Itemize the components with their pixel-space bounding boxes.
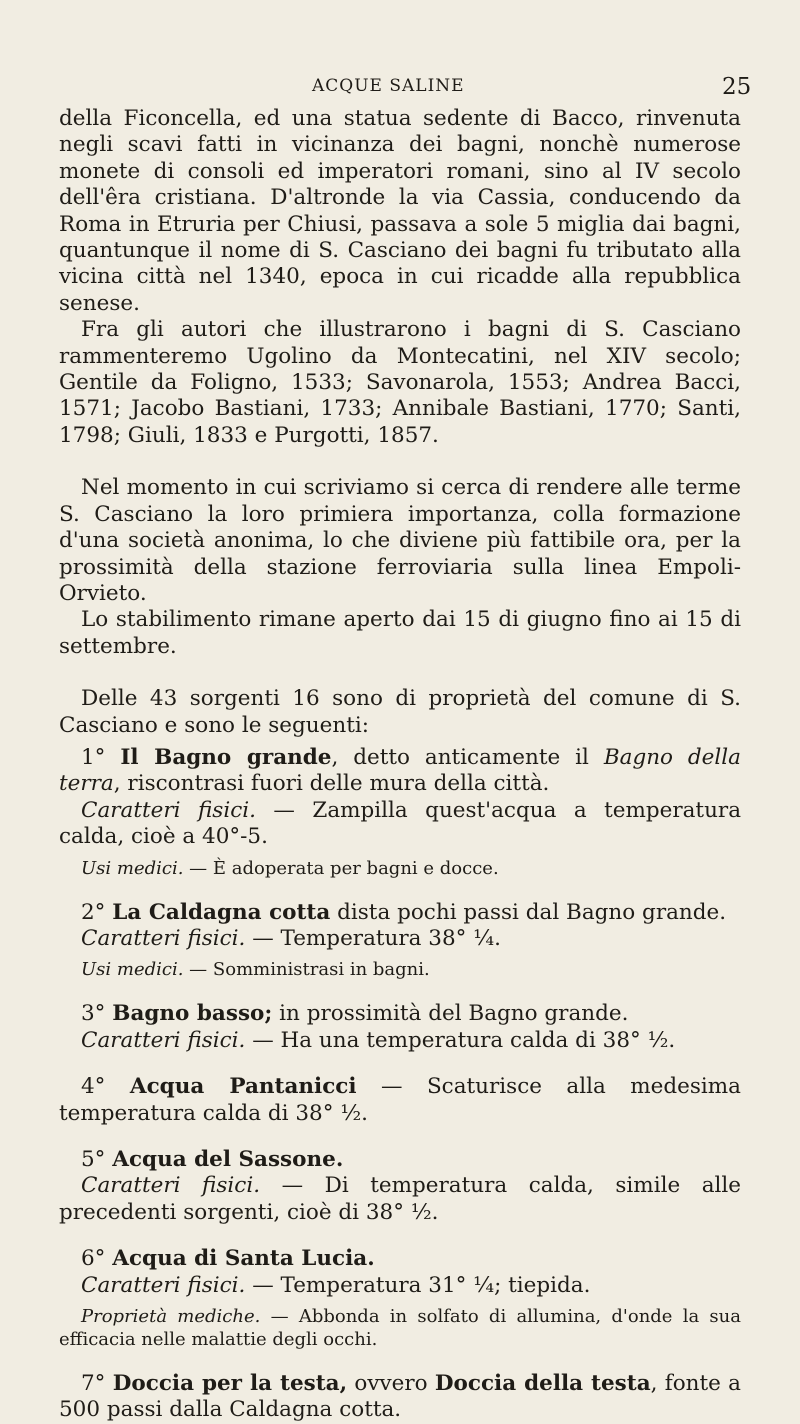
spring-entry: 3° Bagno basso; in prossimità del Bagno grande. [81, 1001, 629, 1027]
spring-number: 2° [81, 899, 106, 925]
page-body [59, 106, 741, 1424]
physical-characteristics: Caratteri fisici. — Temperatura 38° ¼. [81, 925, 501, 951]
physical-label: Caratteri fisici. [81, 1272, 246, 1298]
spring-number: 3° [81, 1001, 106, 1027]
intro-paragraph: della Ficoncella, ed una statua sedente di Bacco, rinvenuta negli scavi fatti in vicinanza dei bagni, nonchè numerose monete di consoli ed imperatori romani, sino al IV secolo dell'êra cristiana. D'altronde la via Cassia, conducendo da Roma in Etruria per Chiusi, passava a sole 5 miglia dai bagni, quantunque il nome di S. Casciano dei bagni fu tributato alla vicina città nel 1340, epoca in cui ricadde alla repubblica senese. [59, 106, 741, 316]
spring-name: Acqua di Santa Lucia. [112, 1246, 375, 1272]
physical-characteristics: Caratteri fisici. — Temperatura 31° ¼; tiepida. [81, 1272, 591, 1298]
spring-entry: 7° Doccia per la testa, ovvero Doccia della testa, fonte a 500 passi dalla Caldagna cotta. [59, 1371, 741, 1423]
spring-alt-name: Doccia della testa [434, 1371, 651, 1397]
spring-name: Il Bagno grande [120, 744, 332, 770]
spring-number: 5° [81, 1147, 106, 1172]
spring-entry: 4° Acqua Pantanicci — Scaturisce alla medesima temperatura calda di 38° ½. [59, 1074, 741, 1126]
spring-old-name: Bagno della terra [59, 744, 741, 797]
spring-number: 6° [81, 1246, 106, 1272]
physical-characteristics: Caratteri fisici. — Ha una temperatura calda di 38° ½. [81, 1027, 676, 1053]
medical-uses: Usi medici. — Somministrasi in bagni. [81, 959, 430, 981]
spring-entry: 2° La Caldagna cotta dista pochi passi dal Bagno grande. [81, 899, 727, 925]
springs-intro-paragraph: Delle 43 sorgenti 16 sono di proprietà del comune di S. Casciano e sono le seguenti: [59, 686, 741, 738]
medical-label: Usi medici. [81, 857, 184, 879]
page-number: 25 [722, 74, 752, 100]
medical-uses: Usi medici. — È adoperata per bagni e docce. [81, 857, 499, 879]
physical-label: Caratteri fisici. [81, 1027, 246, 1053]
properties-label: Proprietà mediche. [81, 1306, 261, 1328]
medical-label: Usi medici. [81, 959, 184, 981]
spring-entry: 1° Il Bagno grande, detto anticamente il Bagno della terra, riscontrasi fuori delle mura della città. [59, 744, 741, 797]
medical-properties: Proprietà mediche. — Abbonda in solfato di allumina, d'onde la sua efficacia nelle malattie degli occhi. [59, 1306, 741, 1351]
physical-label: Caratteri fisici. [81, 925, 246, 951]
physical-label: Caratteri fisici. [81, 797, 256, 823]
spring-name: Bagno basso; [112, 1001, 273, 1027]
physical-label: Caratteri fisici. [81, 1173, 261, 1199]
opening-paragraph: Lo stabilimento rimane aperto dai 15 di giugno fino ai 15 di settembre. [59, 607, 741, 659]
spring-name: Acqua del Sassone. [112, 1147, 344, 1172]
spring-number: 4° [81, 1074, 106, 1100]
running-title: ACQUE SALINE [312, 76, 465, 96]
page-header [0, 74, 800, 104]
physical-characteristics: Caratteri fisici. — Zampilla quest'acqua a temperatura calda, cioè a 40°-5. [59, 797, 742, 850]
spring-number: 7° [81, 1371, 106, 1397]
spring-name: La Caldagna cotta [112, 899, 331, 925]
company-paragraph: Nel momento in cui scriviamo si cerca di rendere alle terme S. Casciano la loro primiera importanza, colla formazione d'una società anonima, lo che diviene più fattibile ora, per la prossimità della stazione ferroviaria sulla linea Empoli-Orvieto. [59, 475, 741, 606]
spring-name: Acqua Pantanicci [129, 1074, 357, 1100]
spring-number: 1° [81, 744, 106, 770]
physical-characteristics: Caratteri fisici. — Di temperatura calda, simile alle precedenti sorgenti, cioè di 38° ½. [59, 1173, 741, 1225]
spring-name: Doccia per la testa, [112, 1371, 348, 1397]
spring-entry [59, 1246, 741, 1272]
spring-entry [59, 1147, 741, 1173]
authors-paragraph: Fra gli autori che illustrarono i bagni di S. Casciano rammenteremo Ugolino da Montecatini, nel XIV secolo; Gentile da Foligno, 1533; Savonarola, 1553; Andrea Bacci, 1571; Jacobo Bastiani, 1733; Annibale Bastiani, 1770; Santi, 1798; Giuli, 1833 e Purgotti, 1857. [59, 317, 741, 448]
